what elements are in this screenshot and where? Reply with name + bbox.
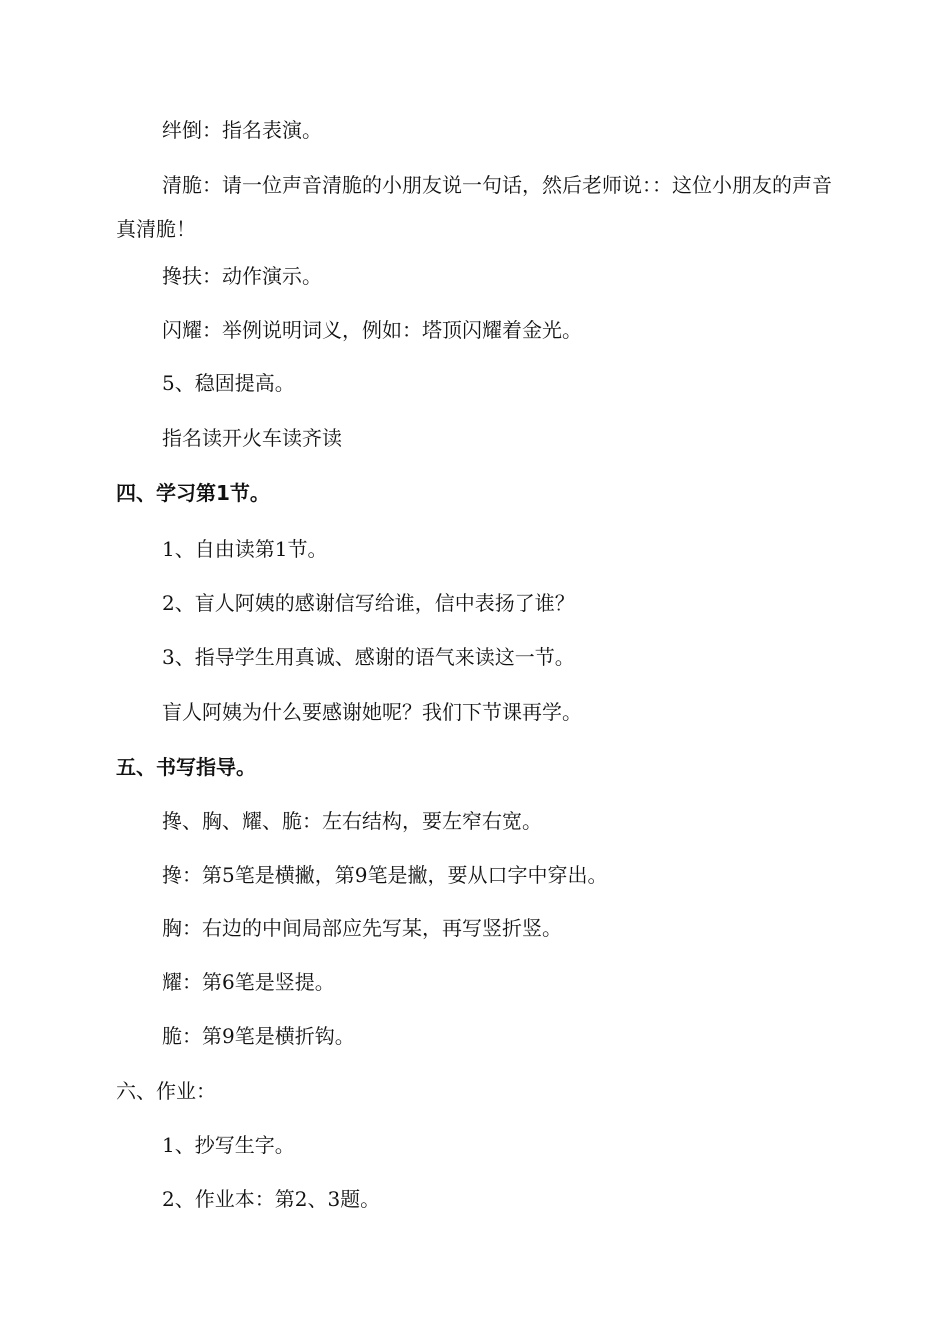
list-item-4-2: 2、盲人阿姨的感谢信写给谁，信中表扬了谁？	[162, 591, 575, 615]
section-heading-4: 四、学习第1节。	[116, 481, 270, 505]
writing-guide-structure: 搀、胸、耀、脆：左右结构，要左窄右宽。	[162, 809, 542, 833]
paragraph-chanfu: 搀扶：动作演示。	[162, 264, 322, 288]
list-item-4-3: 3、指导学生用真诚、感谢的语气来读这一节。	[162, 645, 575, 669]
writing-guide-cui: 脆：第9笔是横折钩。	[162, 1024, 355, 1048]
list-item-4-1: 1、自由读第1节。	[162, 537, 328, 561]
paragraph-bandao: 绊倒：指名表演。	[162, 118, 322, 142]
homework-item-2: 2、作业本：第2、3题。	[162, 1187, 381, 1211]
paragraph-shanyao: 闪耀：举例说明词义，例如：塔顶闪耀着金光。	[162, 318, 582, 342]
paragraph-question: 盲人阿姨为什么要感谢她呢？我们下节课再学。	[162, 700, 582, 724]
writing-guide-xiong: 胸：右边的中间局部应先写某，再写竖折竖。	[162, 916, 562, 940]
paragraph-qingcui: 清脆：请一位声音清脆的小朋友说一句话，然后老师说：：这位小朋友的声音真清脆！	[116, 173, 832, 241]
section-heading-5: 五、书写指导。	[116, 755, 256, 779]
step-5: 5、稳固提高。	[162, 371, 295, 395]
reading-methods: 指名读开火车读齐读	[162, 426, 342, 450]
writing-guide-chan: 搀：第5笔是横撇，第9笔是撇，要从口字中穿出。	[162, 863, 608, 887]
section-heading-6: 六、作业：	[116, 1079, 216, 1103]
homework-item-1: 1、抄写生字。	[162, 1133, 295, 1157]
writing-guide-yao: 耀：第6笔是竖提。	[162, 970, 335, 994]
